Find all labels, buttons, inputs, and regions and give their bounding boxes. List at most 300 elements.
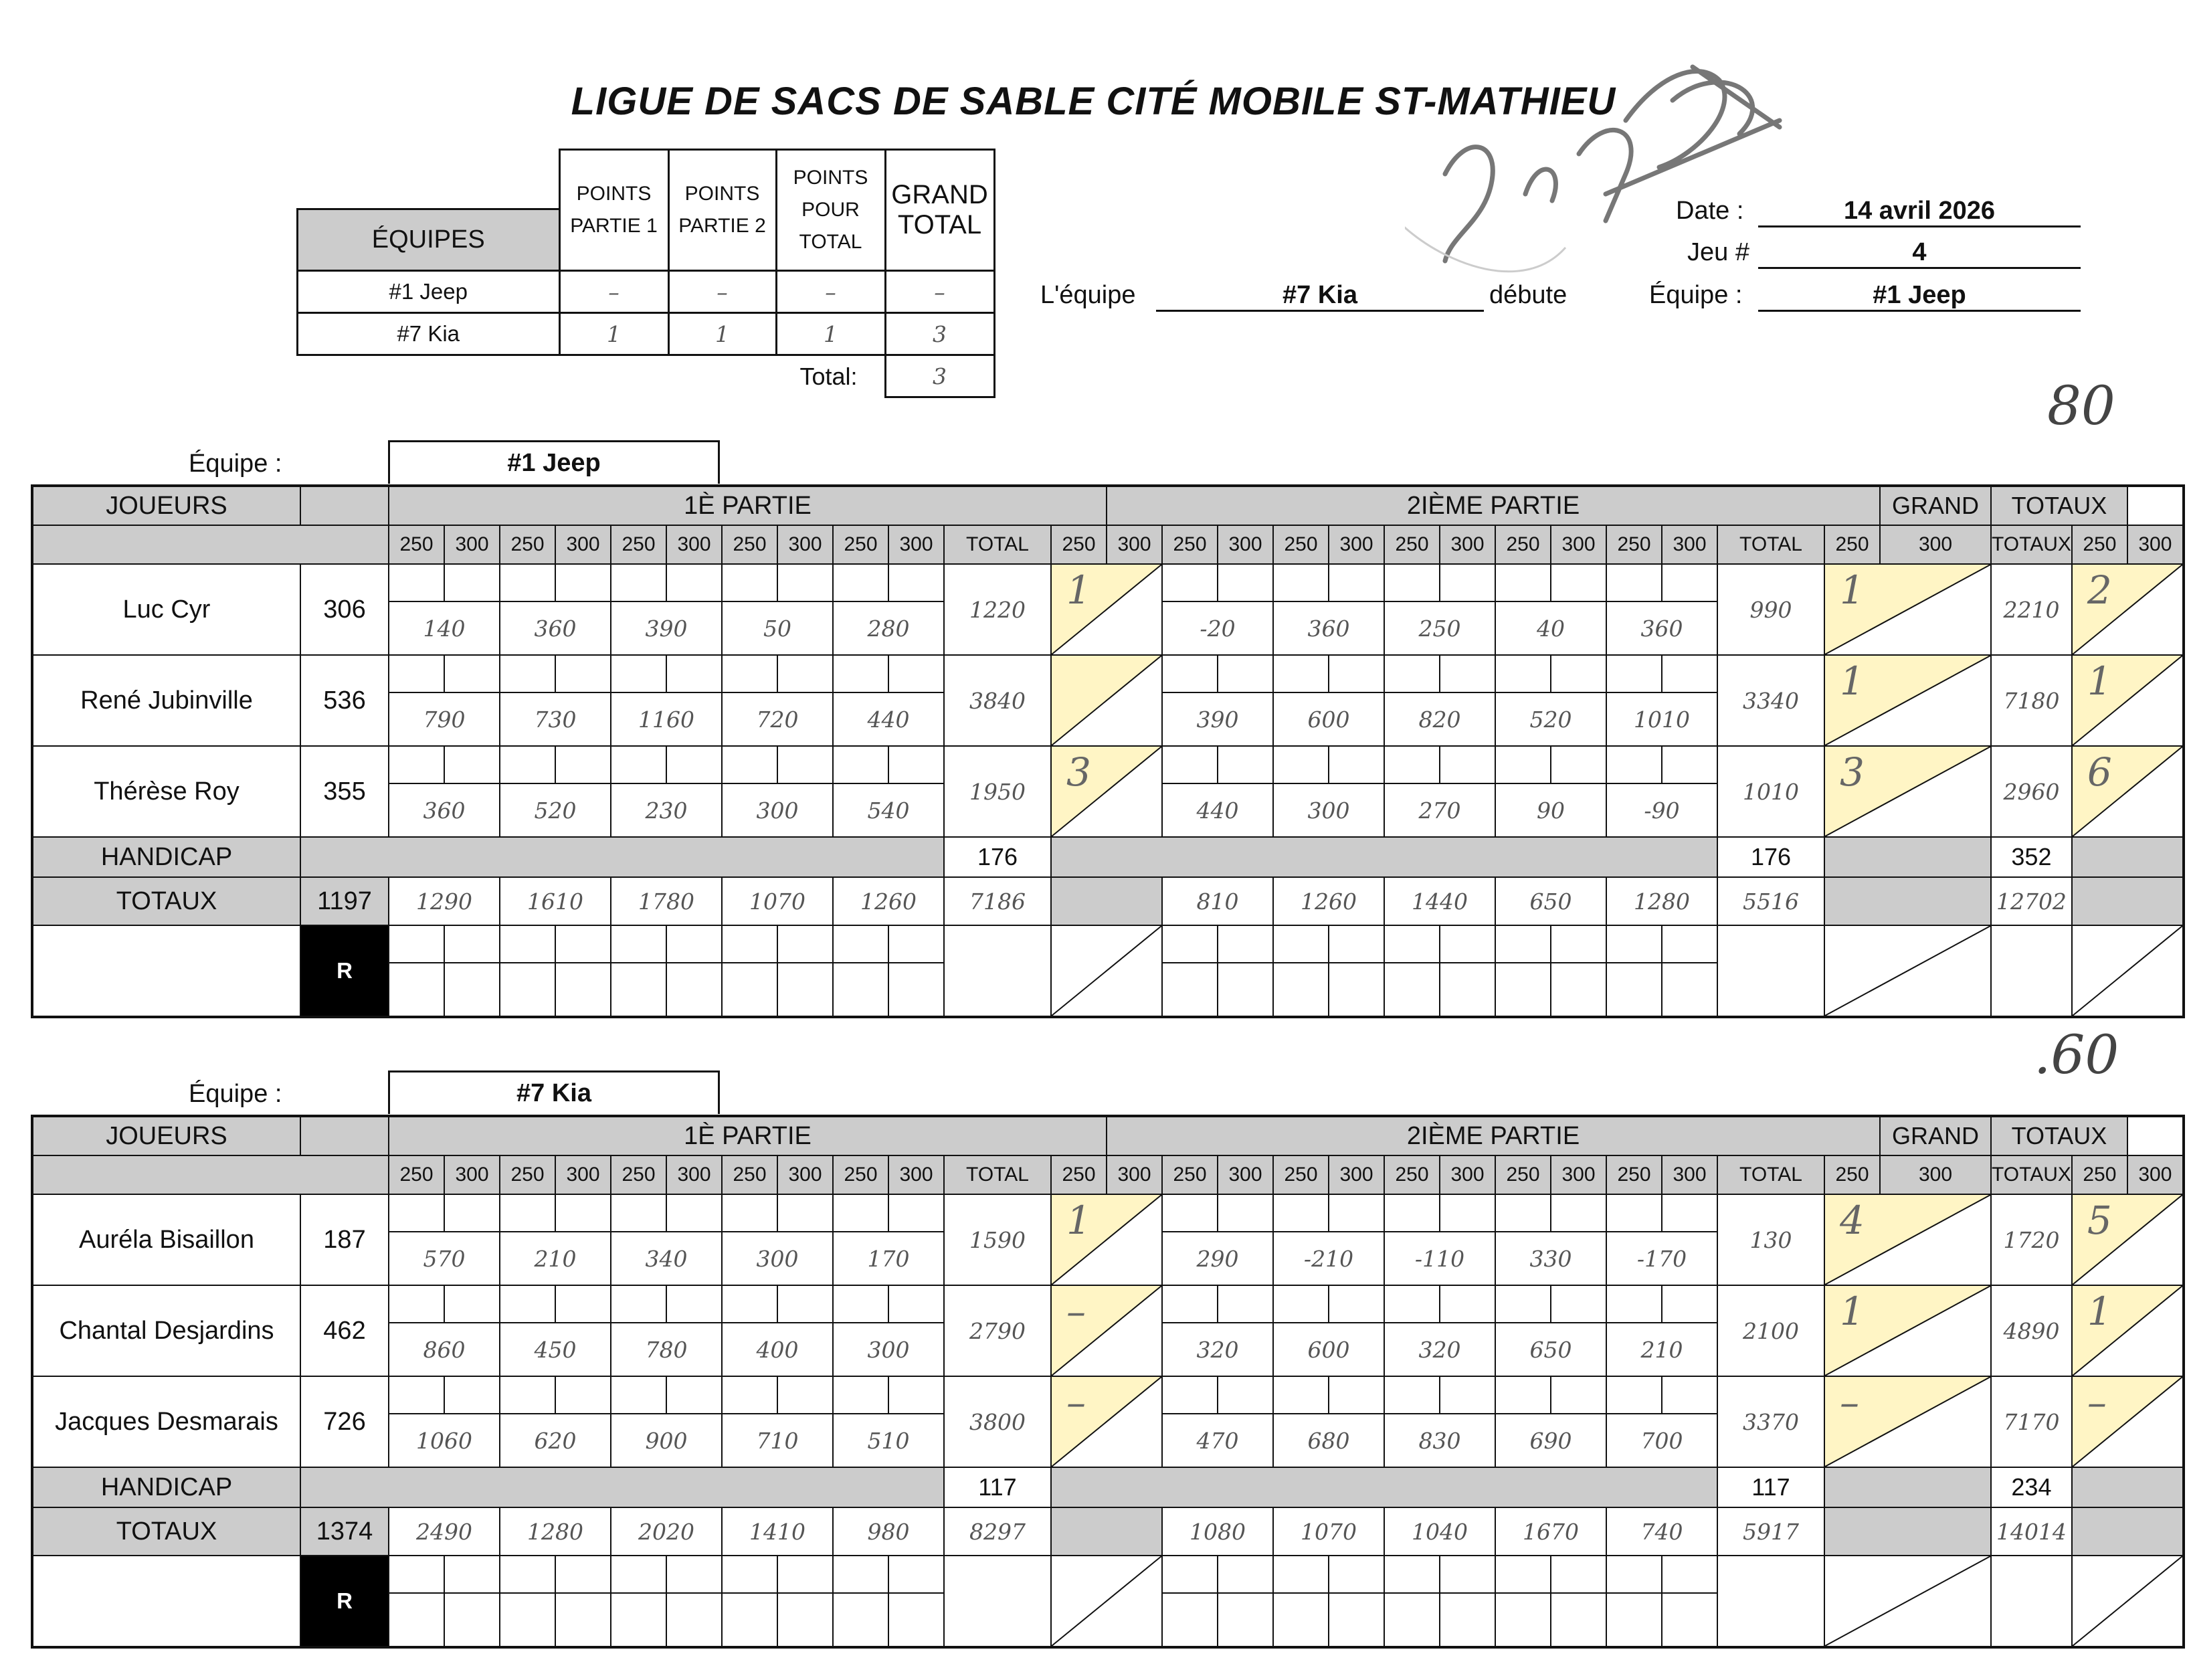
round-total: 1080 xyxy=(1162,1507,1273,1556)
mark-cell xyxy=(444,746,500,783)
round-total: 1040 xyxy=(1384,1507,1495,1556)
mark-cell xyxy=(666,1556,722,1593)
score-cell xyxy=(888,963,944,1017)
bonus-cell xyxy=(2072,1285,2184,1376)
mark-cell xyxy=(1551,1194,1606,1232)
round-total: 1670 xyxy=(1495,1507,1606,1556)
mark-cell xyxy=(666,1285,722,1323)
totaux-header: TOTAUX xyxy=(1991,486,2127,525)
score-cell xyxy=(1329,1593,1384,1647)
blank-cell xyxy=(32,1155,389,1194)
round-score: 140 xyxy=(389,601,500,655)
bonus-cell xyxy=(1051,746,1162,837)
bonus-value: 3 xyxy=(1066,749,1091,795)
bonus-cell xyxy=(1051,1285,1162,1376)
mark-cell xyxy=(722,925,777,963)
mark-cell xyxy=(1218,1556,1273,1593)
team-label: Équipe : xyxy=(189,1080,282,1108)
player-row xyxy=(32,1194,2184,1232)
score-cell xyxy=(777,1593,833,1647)
score-cell xyxy=(722,963,777,1017)
round-score: 330 xyxy=(1495,1232,1606,1285)
round-score: 780 xyxy=(611,1323,722,1376)
bonus-cell xyxy=(2072,655,2184,746)
mark-cell xyxy=(389,564,444,601)
score-cell xyxy=(1606,963,1662,1017)
score-300-header: 300 xyxy=(666,525,722,564)
score-cell xyxy=(1273,1593,1329,1647)
mark-cell xyxy=(1218,655,1273,692)
score-cell xyxy=(1162,963,1218,1017)
points-value: 1 xyxy=(668,313,776,355)
mark-cell xyxy=(833,655,888,692)
round-total: 1290 xyxy=(389,877,500,925)
score-300-header: 300 xyxy=(1880,1155,1991,1194)
bonus-value: 1 xyxy=(1066,1198,1091,1243)
score-cell xyxy=(1384,963,1440,1017)
partie-1-total: 1220 xyxy=(944,564,1051,655)
starting-team: #7 Kia xyxy=(1156,281,1484,312)
score-cell xyxy=(666,1593,722,1647)
mark-cell xyxy=(1440,1285,1495,1323)
mark-cell xyxy=(1384,1556,1440,1593)
score-250-header: 250 xyxy=(1051,1155,1107,1194)
totaux-label: TOTAUX xyxy=(32,877,300,925)
bonus-cell xyxy=(1051,1194,1162,1285)
score-250-header: 250 xyxy=(1495,1155,1551,1194)
mark-cell xyxy=(833,925,888,963)
round-score: 820 xyxy=(1384,692,1495,746)
score-250-header: 250 xyxy=(1273,1155,1329,1194)
round-total: 2020 xyxy=(611,1507,722,1556)
signature xyxy=(1405,20,1820,288)
handicap-partie-2: 176 xyxy=(1717,837,1824,877)
score-300-header: 300 xyxy=(888,525,944,564)
team-name: #1 Jeep xyxy=(388,440,720,484)
mark-cell xyxy=(444,1556,500,1593)
bonus-value: 1 xyxy=(1840,658,1865,704)
round-score: 1160 xyxy=(611,692,722,746)
round-score: 680 xyxy=(1273,1414,1384,1467)
handicap-partie-1: 176 xyxy=(944,837,1051,877)
score-250-header: 250 xyxy=(2072,525,2127,564)
points-value: – xyxy=(885,271,994,313)
partie-2-total: 1010 xyxy=(1717,746,1824,837)
score-cell xyxy=(1329,963,1384,1017)
diagonal-line xyxy=(1052,656,1161,745)
mark-cell xyxy=(1273,1376,1329,1414)
player-name: Jacques Desmarais xyxy=(32,1376,300,1467)
score-cell xyxy=(1440,1593,1495,1647)
mark-cell xyxy=(1273,746,1329,783)
score-300-header: 300 xyxy=(777,1155,833,1194)
mark-cell xyxy=(777,655,833,692)
round-score: 250 xyxy=(1384,601,1495,655)
total-header: TOTAL xyxy=(1717,525,1824,564)
score-250-header: 250 xyxy=(1162,1155,1218,1194)
mark-cell xyxy=(555,1194,611,1232)
mark-cell xyxy=(666,564,722,601)
points-pour-total-header: POINTS POUR TOTAL xyxy=(776,150,885,271)
round-score: 620 xyxy=(500,1414,611,1467)
score-300-header: 300 xyxy=(2127,525,2184,564)
mark-cell xyxy=(500,564,555,601)
mark-cell xyxy=(1329,1194,1384,1232)
mark-cell xyxy=(555,746,611,783)
round-score: 520 xyxy=(500,783,611,837)
bonus-value: 1 xyxy=(1066,567,1091,613)
mark-cell xyxy=(1440,1376,1495,1414)
mark-cell xyxy=(722,1556,777,1593)
mark-cell xyxy=(666,1376,722,1414)
mark-cell xyxy=(1329,1285,1384,1323)
mark-cell xyxy=(1606,1556,1662,1593)
bonus-value: 6 xyxy=(2087,749,2112,795)
round-score: 860 xyxy=(389,1323,500,1376)
score-cell xyxy=(500,963,555,1017)
total-header: TOTAL xyxy=(944,1155,1051,1194)
round-score: 470 xyxy=(1162,1414,1273,1467)
score-250-header: 250 xyxy=(722,1155,777,1194)
mark-cell xyxy=(1551,1556,1606,1593)
score-grid xyxy=(31,484,2185,1018)
blank-cell xyxy=(1051,877,1162,925)
partie-1-header: 1È PARTIE xyxy=(389,486,1107,525)
bonus-cell xyxy=(1051,925,1162,1017)
mark-cell xyxy=(666,1194,722,1232)
score-250-header: 250 xyxy=(1495,525,1551,564)
joueurs-header: JOUEURS xyxy=(32,486,300,525)
score-300-header: 300 xyxy=(777,525,833,564)
bonus-cell xyxy=(2072,1556,2184,1647)
score-300-header: 300 xyxy=(1551,525,1606,564)
score-250-header: 250 xyxy=(389,525,444,564)
round-total: 1260 xyxy=(833,877,944,925)
round-score: 830 xyxy=(1384,1414,1495,1467)
totals-row xyxy=(32,877,2184,925)
mark-cell xyxy=(1162,1376,1218,1414)
bonus-cell xyxy=(1051,655,1162,746)
diagonal-line xyxy=(1825,926,1990,1016)
totals-row xyxy=(32,1507,2184,1556)
player-average: 306 xyxy=(300,564,389,655)
mark-cell xyxy=(777,1285,833,1323)
mark-cell xyxy=(1218,1376,1273,1414)
score-250-header: 250 xyxy=(1384,525,1440,564)
score-250-header: 250 xyxy=(1273,525,1329,564)
score-250-header: 250 xyxy=(1384,1155,1440,1194)
team-grand-total: 14014 xyxy=(1991,1507,2072,1556)
summary-row xyxy=(298,271,995,313)
mark-cell xyxy=(1606,1285,1662,1323)
score-250-header: 250 xyxy=(833,1155,888,1194)
round-score: 300 xyxy=(833,1323,944,1376)
score-cell xyxy=(722,1593,777,1647)
mark-cell xyxy=(722,1285,777,1323)
mark-cell xyxy=(444,1376,500,1414)
player-average: 536 xyxy=(300,655,389,746)
mark-cell xyxy=(1662,655,1717,692)
mark-cell xyxy=(500,925,555,963)
partie-1-header: 1È PARTIE xyxy=(389,1116,1107,1155)
round-score: -20 xyxy=(1162,601,1273,655)
grand-header: GRAND xyxy=(1880,1116,1991,1155)
mark-cell xyxy=(1273,1285,1329,1323)
score-300-header: 300 xyxy=(1662,1155,1717,1194)
mark-cell xyxy=(1440,746,1495,783)
bonus-cell xyxy=(1051,1556,1162,1647)
mark-cell xyxy=(1495,564,1551,601)
mark-cell xyxy=(666,746,722,783)
blank-cell xyxy=(2072,877,2184,925)
round-score: 510 xyxy=(833,1414,944,1467)
round-score: 320 xyxy=(1384,1323,1495,1376)
score-250-header: 250 xyxy=(500,525,555,564)
mark-cell xyxy=(888,925,944,963)
score-250-header: 250 xyxy=(722,525,777,564)
mark-cell xyxy=(833,1194,888,1232)
total-value: 3 xyxy=(885,355,994,397)
partie-1-total: 2790 xyxy=(944,1285,1051,1376)
score-cell xyxy=(1495,963,1551,1017)
blank-cell xyxy=(1051,1467,1717,1507)
player-average: 462 xyxy=(300,1285,389,1376)
bonus-cell xyxy=(2072,1376,2184,1467)
mark-cell xyxy=(1606,655,1662,692)
round-score: -90 xyxy=(1606,783,1717,837)
mark-cell xyxy=(1440,564,1495,601)
header-row xyxy=(32,1116,2184,1155)
mark-cell xyxy=(666,655,722,692)
score-300-header: 300 xyxy=(666,1155,722,1194)
blank-cell xyxy=(300,1467,944,1507)
round-score: 600 xyxy=(1273,1323,1384,1376)
bonus-value: 1 xyxy=(1840,1289,1865,1334)
points-value: – xyxy=(776,271,885,313)
mark-cell xyxy=(777,1376,833,1414)
mark-cell xyxy=(1162,1556,1218,1593)
score-250-header: 250 xyxy=(611,1155,666,1194)
mark-cell xyxy=(833,1376,888,1414)
score-250-header: 250 xyxy=(833,525,888,564)
mark-cell xyxy=(1329,564,1384,601)
mark-cell xyxy=(1384,1376,1440,1414)
partie-2-total: 130 xyxy=(1717,1194,1824,1285)
score-grid xyxy=(31,1115,2185,1649)
mark-cell xyxy=(722,1194,777,1232)
score-cell xyxy=(888,1593,944,1647)
mark-cell xyxy=(777,1194,833,1232)
mark-cell xyxy=(555,564,611,601)
reserve-name xyxy=(32,1556,300,1647)
mark-cell xyxy=(1384,746,1440,783)
player-name: Thérèse Roy xyxy=(32,746,300,837)
points-value: 1 xyxy=(559,313,668,355)
date-value: 14 avril 2026 xyxy=(1758,197,2081,227)
partie-2-total: 3340 xyxy=(1717,655,1824,746)
score-cell xyxy=(1606,1593,1662,1647)
mark-cell xyxy=(1495,1285,1551,1323)
bonus-value: – xyxy=(1840,1380,1859,1425)
score-300-header: 300 xyxy=(1329,525,1384,564)
mark-cell xyxy=(555,1556,611,1593)
handicap-row xyxy=(32,1467,2184,1507)
handicap-label: HANDICAP xyxy=(32,1467,300,1507)
mark-cell xyxy=(500,655,555,692)
subheader-row xyxy=(32,525,2184,564)
mark-cell xyxy=(1218,925,1273,963)
corner-note: 80 xyxy=(2047,375,2115,437)
round-score: 710 xyxy=(722,1414,833,1467)
score-cell xyxy=(1662,1593,1717,1647)
mark-cell xyxy=(555,1285,611,1323)
round-score: -210 xyxy=(1273,1232,1384,1285)
diagonal-line xyxy=(1052,926,1161,1016)
mark-cell xyxy=(1551,925,1606,963)
grand-total: 1720 xyxy=(1991,1194,2072,1285)
round-total: 1070 xyxy=(1273,1507,1384,1556)
bonus-value: – xyxy=(2087,1380,2107,1425)
reserve-row xyxy=(32,925,2184,963)
handicap-grand-total: 234 xyxy=(1991,1467,2072,1507)
equipes-header: ÉQUIPES xyxy=(298,209,560,271)
points-value: – xyxy=(559,271,668,313)
mark-cell xyxy=(1273,1556,1329,1593)
mark-cell xyxy=(1662,1194,1717,1232)
grand-total: 7170 xyxy=(1991,1376,2072,1467)
round-score: 90 xyxy=(1495,783,1606,837)
team-name: #7 Kia xyxy=(388,1070,720,1114)
bonus-cell xyxy=(1824,925,1991,1017)
mark-cell xyxy=(611,655,666,692)
mark-cell xyxy=(1662,1376,1717,1414)
player-name: Auréla Bisaillon xyxy=(32,1194,300,1285)
bonus-value: 2 xyxy=(2087,567,2112,613)
blank-cell xyxy=(2072,1467,2184,1507)
mark-cell xyxy=(1440,655,1495,692)
partie-2-total: 2100 xyxy=(1717,1285,1824,1376)
mark-cell xyxy=(500,1556,555,1593)
jeu-value: 4 xyxy=(1758,238,2081,269)
round-score: 650 xyxy=(1495,1323,1606,1376)
bonus-value: 1 xyxy=(2087,658,2112,704)
mark-cell xyxy=(1551,655,1606,692)
round-total: 740 xyxy=(1606,1507,1717,1556)
team-name: #1 Jeep xyxy=(298,271,560,313)
bonus-cell xyxy=(1051,1376,1162,1467)
score-300-header: 300 xyxy=(555,525,611,564)
diagonal-line xyxy=(1052,1556,1161,1646)
mark-cell xyxy=(722,746,777,783)
score-cell xyxy=(833,1593,888,1647)
mark-cell xyxy=(1384,925,1440,963)
mark-cell xyxy=(888,1556,944,1593)
score-250-header: 250 xyxy=(1824,525,1880,564)
total-header: TOTAL xyxy=(1717,1155,1824,1194)
handicap-partie-1: 117 xyxy=(944,1467,1051,1507)
round-score: 700 xyxy=(1606,1414,1717,1467)
mark-cell xyxy=(444,1285,500,1323)
mark-cell xyxy=(1495,655,1551,692)
partie-2-team-total: 5917 xyxy=(1717,1507,1824,1556)
round-score: 300 xyxy=(1273,783,1384,837)
blank-cell xyxy=(2072,837,2184,877)
score-cell xyxy=(1384,1593,1440,1647)
bonus-cell xyxy=(1051,564,1162,655)
score-250-header: 250 xyxy=(1162,525,1218,564)
mark-cell xyxy=(1606,746,1662,783)
mark-cell xyxy=(1329,925,1384,963)
partie-2-total: 3370 xyxy=(1717,1376,1824,1467)
lequipe-label: L'équipe xyxy=(1040,281,1136,309)
mark-cell xyxy=(777,1556,833,1593)
mark-cell xyxy=(1495,925,1551,963)
mark-cell xyxy=(611,925,666,963)
round-score: 570 xyxy=(389,1232,500,1285)
round-score: 440 xyxy=(1162,783,1273,837)
player-row xyxy=(32,655,2184,692)
score-300-header: 300 xyxy=(1440,1155,1495,1194)
mark-cell xyxy=(555,655,611,692)
score-250-header: 250 xyxy=(500,1155,555,1194)
player-average: 187 xyxy=(300,1194,389,1285)
mark-cell xyxy=(389,925,444,963)
mark-cell xyxy=(833,1556,888,1593)
round-score: 360 xyxy=(389,783,500,837)
round-score: 400 xyxy=(722,1323,833,1376)
mark-cell xyxy=(444,925,500,963)
mark-cell xyxy=(777,564,833,601)
blank-cell xyxy=(2072,1507,2184,1556)
partie-1-total: 3800 xyxy=(944,1376,1051,1467)
mark-cell xyxy=(722,1376,777,1414)
subheader-row xyxy=(32,1155,2184,1194)
mark-cell xyxy=(1551,746,1606,783)
points-partie-1-header: POINTS PARTIE 1 xyxy=(559,150,668,271)
mark-cell xyxy=(666,925,722,963)
bonus-value: – xyxy=(1066,1380,1086,1425)
score-cell xyxy=(833,963,888,1017)
round-score: 720 xyxy=(722,692,833,746)
blank-cell xyxy=(1051,1507,1162,1556)
mark-cell xyxy=(1273,564,1329,601)
mark-cell xyxy=(777,925,833,963)
mark-cell xyxy=(1662,1285,1717,1323)
mark-cell xyxy=(888,1285,944,1323)
joueurs-header: JOUEURS xyxy=(32,1116,300,1155)
score-cell xyxy=(555,1593,611,1647)
score-300-header: 300 xyxy=(1880,525,1991,564)
equipe-value: #1 Jeep xyxy=(1758,281,2081,312)
round-score: 210 xyxy=(500,1232,611,1285)
round-score: 1060 xyxy=(389,1414,500,1467)
mark-cell xyxy=(1440,1194,1495,1232)
grand-totaux-header: TOTAUX xyxy=(1991,1155,2072,1194)
mark-cell xyxy=(1495,1556,1551,1593)
score-cell xyxy=(1218,1593,1273,1647)
score-cell xyxy=(611,963,666,1017)
team-name: #7 Kia xyxy=(298,313,560,355)
scoresheet-team-2 xyxy=(31,1115,2185,1649)
score-300-header: 300 xyxy=(555,1155,611,1194)
round-score: 360 xyxy=(1606,601,1717,655)
player-name: Luc Cyr xyxy=(32,564,300,655)
round-score: -170 xyxy=(1606,1232,1717,1285)
score-cell xyxy=(666,963,722,1017)
mark-cell xyxy=(1495,746,1551,783)
team-grand-total: 12702 xyxy=(1991,877,2072,925)
date-label: Date : xyxy=(1676,197,1744,225)
